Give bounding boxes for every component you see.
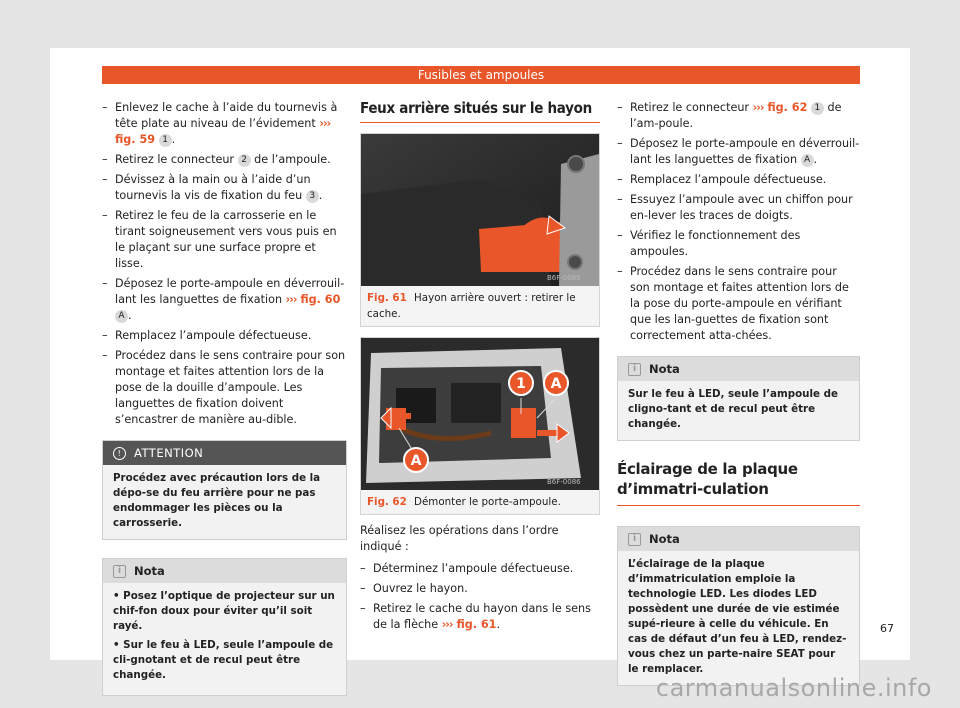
chapter-header: Fusibles et ampoules — [102, 66, 860, 84]
nota-box — [617, 356, 860, 441]
figure-62 — [360, 337, 600, 515]
nota-body — [103, 583, 346, 695]
intro-text: Réalisez les opérations dans l’ordre indiqué : — [360, 524, 559, 553]
figure-link[interactable]: ››› fig. 60 — [285, 293, 341, 306]
callout-1: 1 — [516, 376, 526, 392]
list-item: – Vérifiez le fonctionnement des ampoules. — [617, 228, 860, 260]
nota-body: L’éclairage de la plaque d’immatriculation emploie la technologie LED. Les diodes LED possèdent une durée de vie estimée supé-rieure à celle du véhicule. En cas de défaut d’un feu à LED, rendez-vous chez un parte-naire SEAT pour le remplacer. — [628, 558, 847, 675]
callout-badge: 3 — [306, 190, 319, 203]
column-right — [617, 100, 860, 686]
figure-caption: Fig. 62 Démonter le porte-ampoule. — [367, 496, 561, 508]
callout-badge: 1 — [159, 134, 172, 147]
nota-header: i Nota — [103, 559, 346, 583]
figure-link[interactable]: ››› fig. 59 — [115, 117, 331, 146]
callout-badge: 2 — [238, 154, 251, 167]
list-item: – Déterminez l’ampoule défectueuse. — [360, 561, 600, 577]
nota-header: i Nota — [618, 527, 859, 551]
list-item: – Dévissez à la main ou à l’aide d’un tournevis la vis de fixation du feu 3 . — [102, 172, 347, 204]
figure-code: B6F-0086 — [547, 478, 581, 486]
nota-bullet: • Sur le feu à LED, seule l’ampoule de cli-gnotant et de recul peut être changée. — [113, 639, 334, 681]
list-item: – Retirez le connecteur 2 de l’ampoule. — [102, 152, 347, 168]
list-item: – Remplacez l’ampoule défectueuse. — [102, 328, 347, 344]
warning-icon: ! — [113, 447, 126, 460]
steps-list — [617, 100, 860, 344]
list-item: – Déposez le porte-ampoule en déverrouil-lant les languettes de fixation A . — [617, 136, 860, 168]
nota-header: i Nota — [618, 357, 859, 381]
attention-header: ! ATTENTION — [103, 441, 346, 465]
list-item: – Retirez le cache du hayon dans le sens de la flèche ››› fig. 61. — [360, 601, 600, 633]
nota-box — [102, 558, 347, 696]
list-item: – Retirez le feu de la carrosserie en le tirant soigneusement vers vous puis en le plaçant sur une surface propre et lisse. — [102, 208, 347, 272]
callout-badge: A — [115, 310, 128, 323]
list-item: – Enlevez le cache à l’aide du tournevis à tête plate au niveau de l’évidement ››› fig. 59 1 . — [102, 100, 347, 148]
list-item: – Ouvrez le hayon. — [360, 581, 600, 597]
info-icon: i — [113, 565, 126, 578]
nota-body: Sur le feu à LED, seule l’ampoule de cligno-tant et de recul peut être changée. — [628, 388, 838, 430]
list-item: – Déposez le porte-ampoule en déverrouil-lant les languettes de fixation ››› fig. 60 A . — [102, 276, 347, 324]
steps-list — [102, 100, 347, 428]
figure-code: B6F-0085 — [547, 274, 581, 282]
figure-61-image — [361, 134, 599, 286]
figure-61 — [360, 133, 600, 327]
steps-list — [360, 561, 600, 633]
list-item: – Procédez dans le sens contraire pour son montage et faites attention lors de la pose de la douille d’ampoule. Les languettes de fixation doivent s’encastrer de manière au-dible. — [102, 348, 347, 428]
figure-link[interactable]: ››› fig. 61 — [441, 618, 497, 631]
nota-bullet: • Posez l’optique de projecteur sur un chif-fon doux pour éviter qu’il soit rayé. — [113, 590, 335, 632]
nota-box — [617, 526, 860, 686]
list-item: – Remplacez l’ampoule défectueuse. — [617, 172, 860, 188]
figure-caption: Fig. 61 Hayon arrière ouvert : retirer le cache. — [367, 292, 576, 320]
list-item: – Procédez dans le sens contraire pour son montage et faites attention lors de la pose du porte-ampoule en vérifiant que les lan-guettes de fixation sont correctement atta-chées. — [617, 264, 860, 344]
figure-link[interactable]: ››› fig. 62 — [752, 101, 808, 114]
info-icon: i — [628, 533, 641, 546]
figure-62-image — [361, 338, 599, 490]
info-icon: i — [628, 363, 641, 376]
callout-a-lower: A — [410, 453, 422, 469]
list-item: – Retirez le connecteur ››› fig. 62 1 de l’am-poule. — [617, 100, 860, 132]
page-number: 67 — [880, 622, 894, 635]
callout-badge: 1 — [811, 102, 824, 115]
watermark: carmanualsonline.info — [655, 674, 932, 702]
column-middle — [360, 100, 600, 637]
attention-box — [102, 440, 347, 540]
attention-body: Procédez avec précaution lors de la dépo-se du feu arrière pour ne pas endommager les pièces ou la carrosserie. — [113, 472, 321, 529]
list-item: – Essuyez l’ampoule avec un chiffon pour en-lever les traces de doigts. — [617, 192, 860, 224]
callout-a: A — [550, 376, 562, 392]
section-title: Éclairage de la plaque d’immatri-culation — [617, 459, 860, 506]
callout-badge: A — [801, 154, 814, 167]
column-left — [102, 100, 347, 696]
section-title: Feux arrière situés sur le hayon — [360, 100, 600, 123]
